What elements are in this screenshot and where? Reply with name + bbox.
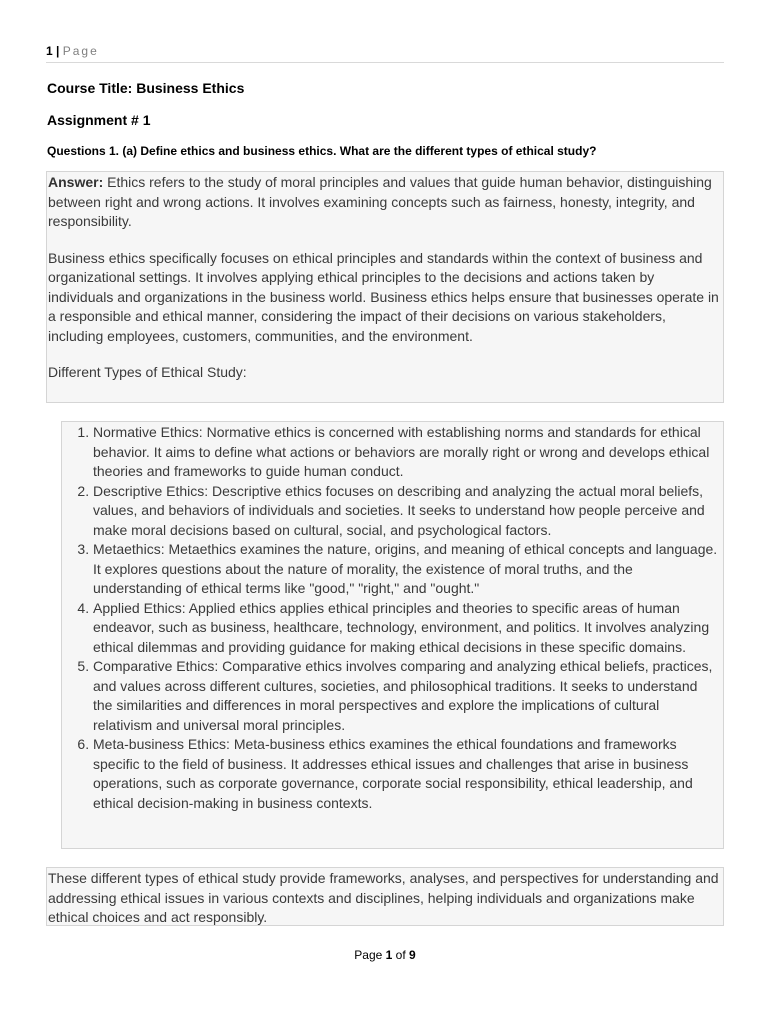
list-item: 6. Meta-business Ethics: Meta-business ethics examines the ethical foundations and frameworks specific to the field of business. It addresses ethical issues and challenges that arise in business operations, such as corporate governance, corporate social responsibility, ethical leadership, and ethical decision-making in business contexts. bbox=[93, 735, 719, 813]
footer-total-pages: 9 bbox=[409, 948, 416, 962]
header-separator: | bbox=[56, 44, 60, 58]
list-item: 2. Descriptive Ethics: Descriptive ethics focuses on describing and analyzing the actual moral beliefs, values, and behaviors of individuals and societies. It seeks to understand how people perceive and make moral decisions based on cultural, social, and psychological factors. bbox=[93, 482, 719, 541]
answer-label: Answer: bbox=[48, 174, 104, 190]
footer-of-word: of bbox=[395, 948, 406, 962]
question-heading: Questions 1. (a) Define ethics and business ethics. What are the different types of ethical study? bbox=[47, 144, 597, 158]
footer-current-page: 1 bbox=[385, 948, 393, 962]
types-list-box bbox=[61, 421, 724, 849]
header-page-word: Page bbox=[62, 44, 99, 58]
course-title: Course Title: Business Ethics bbox=[47, 80, 245, 96]
page-header bbox=[46, 44, 724, 63]
footer-page-word: Page bbox=[354, 948, 383, 962]
closing-paragraph: These different types of ethical study provide frameworks, analyses, and perspectives for understanding and addressing ethical issues in various contexts and disciplines, helping individuals and organizations make ethical choices and act responsibly. bbox=[48, 870, 719, 925]
answer-paragraph-2: Business ethics specifically focuses on ethical principles and standards within the context of business and organizational settings. It involves applying ethical principles to the decisions and actions taken by individuals and organizations in the business world. Business ethics helps ensure that businesses operate in a responsible and ethical manner, considering the impact of their decisions on various stakeholders, including employees, customers, communities, and the environment. bbox=[48, 249, 719, 344]
types-list bbox=[62, 423, 719, 813]
assignment-title: Assignment # 1 bbox=[47, 112, 151, 128]
list-item: 5. Comparative Ethics: Comparative ethics involves comparing and analyzing ethical beliefs, practices, and values across different cultures, societies, and philosophical traditions. It seeks to understand the similarities and differences in moral perspectives and explore the implications of cultural relativism and universal moral principles. bbox=[93, 657, 719, 735]
closing-box bbox=[46, 867, 724, 926]
list-item: 3. Metaethics: Metaethics examines the nature, origins, and meaning of ethical concepts and language. It explores questions about the nature of morality, the existence of moral truths, and the understanding of ethical terms like "good," "right," and "ought." bbox=[93, 540, 719, 599]
answer-box bbox=[46, 171, 724, 403]
page-footer bbox=[46, 948, 724, 962]
list-item: 1. Normative Ethics: Normative ethics is concerned with establishing norms and standards for ethical behavior. It aims to define what actions or behaviors are morally right or wrong and develops ethical theories and frameworks to guide human conduct. bbox=[93, 423, 719, 482]
answer-paragraph-1 bbox=[48, 173, 721, 232]
list-item: 4. Applied Ethics: Applied ethics applies ethical principles and theories to specific areas of human endeavor, such as business, healthcare, technology, environment, and politics. It involves analyzing ethical dilemmas and providing guidance for making ethical decisions in these specific domains. bbox=[93, 599, 719, 658]
answer-text: Ethics refers to the study of moral principles and values that guide human behavior, distinguishing between right and wrong actions. It involves examining concepts such as fairness, honesty, integrity, and responsibility. bbox=[48, 174, 712, 229]
types-heading: Different Types of Ethical Study: bbox=[48, 364, 247, 380]
header-page-number: 1 bbox=[46, 44, 53, 58]
